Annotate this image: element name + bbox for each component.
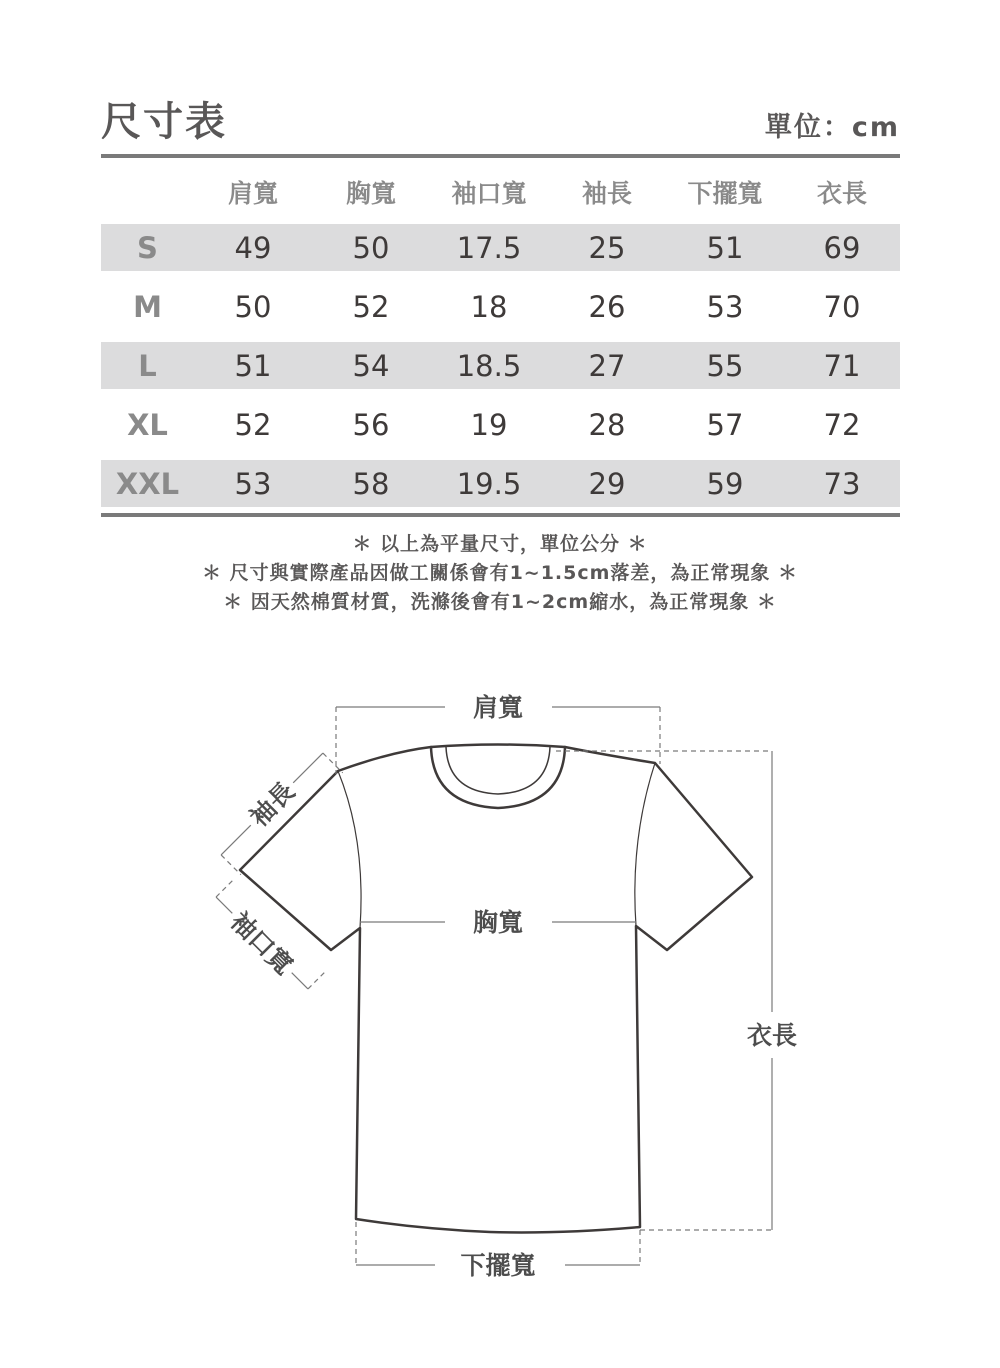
table-cell: 53 bbox=[194, 454, 312, 507]
column-header-chest: 胸寬 bbox=[345, 179, 396, 208]
tshirt-outline bbox=[240, 745, 752, 1233]
column-header-cuff: 袖口寬 bbox=[451, 179, 527, 208]
table-cell: 19 bbox=[430, 395, 548, 454]
table-cell: 49 bbox=[194, 224, 312, 277]
table-row bbox=[101, 224, 900, 277]
column-header bbox=[101, 160, 194, 224]
shoulder-label: 肩寬 bbox=[472, 693, 524, 722]
table-cell: 18.5 bbox=[430, 336, 548, 395]
table-cell: 18 bbox=[430, 277, 548, 336]
table-cell: 55 bbox=[666, 336, 784, 395]
note-line: ＊ 因天然棉質材質，洗滌後會有1~2cm縮水，為正常現象 ＊ bbox=[223, 591, 777, 613]
table-cell: 70 bbox=[784, 277, 900, 336]
unit-label: 單位：cm bbox=[764, 112, 900, 143]
note-line: ＊ 以上為平量尺寸，單位公分 ＊ bbox=[352, 533, 648, 555]
size-label: L bbox=[101, 336, 194, 395]
column-header-shoulder: 肩寬 bbox=[227, 179, 278, 208]
table-cell: 52 bbox=[312, 277, 430, 336]
notes bbox=[0, 530, 1000, 617]
table-cell: 53 bbox=[666, 277, 784, 336]
table-row bbox=[101, 454, 900, 507]
chest-label: 胸寬 bbox=[472, 908, 524, 937]
table-cell: 51 bbox=[194, 336, 312, 395]
tshirt-diagram bbox=[0, 640, 1000, 1340]
size-label: M bbox=[101, 277, 194, 336]
table-bottom-rule bbox=[101, 513, 900, 517]
table-row bbox=[101, 277, 900, 336]
table-cell: 57 bbox=[666, 395, 784, 454]
hem-label: 下擺寬 bbox=[460, 1251, 536, 1280]
body-length-label: 衣長 bbox=[746, 1021, 798, 1050]
table-cell: 58 bbox=[312, 454, 430, 507]
table-cell: 19.5 bbox=[430, 454, 548, 507]
table-cell: 73 bbox=[784, 454, 900, 507]
column-header-body-length: 衣長 bbox=[816, 179, 867, 208]
column-header-hem: 下擺寬 bbox=[687, 179, 763, 208]
table-row bbox=[101, 395, 900, 454]
table-cell: 54 bbox=[312, 336, 430, 395]
column-header-sleeve-length: 袖長 bbox=[581, 179, 632, 208]
page-title: 尺寸表 bbox=[101, 99, 227, 145]
table-cell: 50 bbox=[312, 224, 430, 277]
table-cell: 17.5 bbox=[430, 224, 548, 277]
table-cell: 27 bbox=[548, 336, 666, 395]
table-header-row bbox=[101, 160, 900, 224]
table-cell: 50 bbox=[194, 277, 312, 336]
table-cell: 26 bbox=[548, 277, 666, 336]
table-cell: 29 bbox=[548, 454, 666, 507]
table-cell: 28 bbox=[548, 395, 666, 454]
table-cell: 69 bbox=[784, 224, 900, 277]
table-cell: 51 bbox=[666, 224, 784, 277]
table-cell: 52 bbox=[194, 395, 312, 454]
sleeve-length-label: 袖長 bbox=[244, 776, 301, 833]
size-label: S bbox=[101, 224, 194, 277]
cuff-label: 袖口寬 bbox=[224, 906, 299, 981]
table-cell: 71 bbox=[784, 336, 900, 395]
table-cell: 59 bbox=[666, 454, 784, 507]
size-label: XL bbox=[101, 395, 194, 454]
table-row bbox=[101, 336, 900, 395]
table-cell: 56 bbox=[312, 395, 430, 454]
table-cell: 72 bbox=[784, 395, 900, 454]
size-label: XXL bbox=[101, 454, 194, 507]
table-cell: 25 bbox=[548, 224, 666, 277]
note-line: ＊ 尺寸與實際產品因做工關係會有1~1.5cm落差，為正常現象 ＊ bbox=[201, 562, 799, 584]
size-table bbox=[101, 160, 900, 507]
table-top-rule bbox=[101, 154, 900, 158]
